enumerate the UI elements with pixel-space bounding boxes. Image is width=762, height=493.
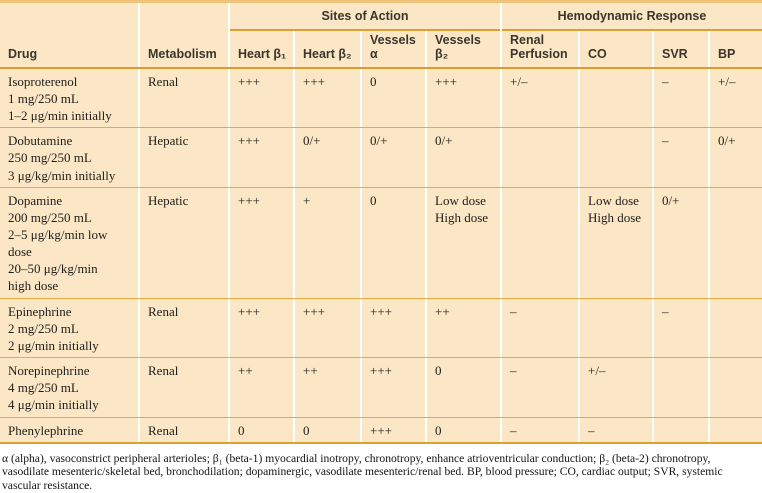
- value-cell: [140, 188, 228, 298]
- cell-line: 0/+: [435, 133, 453, 149]
- value-cell: [295, 69, 360, 127]
- value-cell: [230, 299, 293, 357]
- value-cell: [710, 69, 762, 127]
- value-cell: [362, 128, 425, 186]
- value-cell: [502, 69, 578, 127]
- table-body: [0, 69, 762, 444]
- value-cell: [654, 299, 708, 357]
- group-header-row: [0, 3, 762, 31]
- value-cell: [427, 188, 500, 298]
- value-cell: [140, 418, 228, 442]
- value-cell: [654, 128, 708, 186]
- column-header-drug: Drug: [0, 31, 138, 67]
- value-cell: [362, 358, 425, 416]
- value-cell: [502, 418, 578, 442]
- cell-line: 0/+: [662, 192, 680, 208]
- value-cell: [140, 69, 228, 127]
- value-cell: [140, 128, 228, 186]
- group-header-hemodynamic-response: Hemodynamic Response: [502, 3, 762, 31]
- cell-line: 250 mg/250 mL: [8, 150, 92, 166]
- cell-line: Renal: [148, 363, 179, 379]
- value-cell: [580, 188, 652, 298]
- cell-line: 0/+: [303, 133, 321, 149]
- cell-line: –: [662, 303, 669, 319]
- value-cell: [580, 418, 652, 442]
- cell-line: Isoproterenol: [8, 73, 78, 89]
- table-row: [0, 128, 762, 187]
- value-cell: [230, 358, 293, 416]
- cell-line: –: [588, 422, 595, 438]
- cell-line: Low dose: [588, 192, 639, 208]
- cell-line: –: [510, 422, 517, 438]
- cell-line: 0: [435, 422, 442, 438]
- cell-line: 0/+: [370, 133, 388, 149]
- column-header-heart-beta1: Heart β₁: [230, 31, 293, 67]
- cell-line: Dopamine: [8, 192, 63, 208]
- cell-line: Renal: [148, 73, 179, 89]
- column-header-renal-perfusion: Renal Perfusion: [502, 31, 578, 67]
- drug-cell: [0, 358, 138, 416]
- cell-line: Renal: [148, 422, 179, 438]
- value-cell: [654, 188, 708, 298]
- table-footnote: α (alpha), vasoconstrict peripheral arterioles; β₁ (beta-1) myocardial inotropy, chronotropy, enhance atrioventricular conduction; β₂ (beta-2) chronotropy, vasodilate mesenteric/skeletal bed, bronchodilation; dopaminergic, vasodilate mesenteric/renal bed. BP, blood pressure; CO, cardiac output; SVR, systemic vascular resistance.: [2, 451, 723, 493]
- value-cell: [295, 188, 360, 298]
- value-cell: [230, 418, 293, 442]
- value-cell: [295, 358, 360, 416]
- value-cell: [427, 128, 500, 186]
- cell-line: 2 μg/min initially: [8, 337, 99, 353]
- cell-line: +/–: [718, 73, 736, 89]
- cell-line: Low dose: [435, 192, 486, 208]
- column-header-metabolism: Metabolism: [140, 31, 228, 67]
- value-cell: [580, 69, 652, 127]
- column-header-co: CO: [580, 31, 652, 67]
- cell-line: +: [303, 192, 311, 208]
- value-cell: [710, 128, 762, 186]
- drug-cell: [0, 418, 138, 442]
- value-cell: [230, 188, 293, 298]
- cell-line: 0: [370, 192, 377, 208]
- value-cell: [502, 128, 578, 186]
- cell-line: Renal: [148, 303, 179, 319]
- value-cell: [502, 299, 578, 357]
- cell-line: Hepatic: [148, 192, 189, 208]
- value-cell: [427, 418, 500, 442]
- table-row: [0, 358, 762, 417]
- cell-line: +++: [303, 73, 325, 89]
- cell-line: +++: [370, 303, 392, 319]
- cell-line: 0: [435, 363, 442, 379]
- cell-line: 4 mg/250 mL: [8, 380, 79, 396]
- cell-line: 0: [370, 73, 377, 89]
- cell-line: 1–2 μg/min initially: [8, 108, 112, 124]
- column-header-heart-beta2: Heart β₂: [295, 31, 360, 67]
- cell-line: +++: [238, 303, 260, 319]
- value-cell: [295, 128, 360, 186]
- value-cell: [580, 128, 652, 186]
- cell-line: –: [510, 363, 517, 379]
- table-row: [0, 299, 762, 358]
- cell-line: +++: [370, 363, 392, 379]
- drug-cell: [0, 188, 138, 298]
- cell-line: Phenylephrine: [8, 422, 84, 438]
- value-cell: [427, 69, 500, 127]
- value-cell: [362, 418, 425, 442]
- cell-line: 3 μg/kg/min initially: [8, 167, 116, 183]
- value-cell: [580, 358, 652, 416]
- value-cell: [230, 69, 293, 127]
- drug-cell: [0, 299, 138, 357]
- value-cell: [654, 69, 708, 127]
- value-cell: [710, 188, 762, 298]
- column-header-vessels-beta2: Vessels β₂: [427, 31, 500, 67]
- table-row: [0, 69, 762, 128]
- value-cell: [427, 358, 500, 416]
- cell-line: Hepatic: [148, 133, 189, 149]
- cell-line: +/–: [588, 363, 606, 379]
- cell-line: ++: [435, 303, 450, 319]
- cell-line: 20–50 μg/kg/min high dose: [8, 261, 98, 294]
- value-cell: [230, 128, 293, 186]
- group-header-spacer: [140, 3, 228, 31]
- value-cell: [295, 299, 360, 357]
- group-header-spacer: [0, 3, 138, 31]
- value-cell: [140, 299, 228, 357]
- column-header-row: [0, 31, 762, 69]
- value-cell: [580, 299, 652, 357]
- column-header-bp: BP: [710, 31, 762, 67]
- cell-line: Norepinephrine: [8, 363, 90, 379]
- value-cell: [710, 358, 762, 416]
- value-cell: [502, 358, 578, 416]
- value-cell: [427, 299, 500, 357]
- cell-line: +++: [238, 192, 260, 208]
- value-cell: [710, 418, 762, 442]
- table-row: [0, 188, 762, 299]
- cell-line: +++: [435, 73, 457, 89]
- value-cell: [502, 188, 578, 298]
- cell-line: 2 mg/250 mL: [8, 320, 79, 336]
- cell-line: +++: [303, 303, 325, 319]
- column-header-svr: SVR: [654, 31, 708, 67]
- value-cell: [140, 358, 228, 416]
- cell-line: –: [662, 133, 669, 149]
- cell-line: –: [662, 73, 669, 89]
- cell-line: 200 mg/250 mL: [8, 209, 92, 225]
- cell-line: ++: [238, 363, 253, 379]
- table-row: [0, 418, 762, 444]
- group-header-sites-of-action: Sites of Action: [230, 3, 500, 31]
- cell-line: 0/+: [718, 133, 736, 149]
- cell-line: 2–5 μg/kg/min low dose: [8, 227, 108, 260]
- cell-line: ++: [303, 363, 318, 379]
- value-cell: [710, 299, 762, 357]
- cell-line: +++: [238, 133, 260, 149]
- drug-cell: [0, 128, 138, 186]
- cell-line: +/–: [510, 73, 528, 89]
- cell-line: Epinephrine: [8, 303, 72, 319]
- cell-line: +++: [370, 422, 392, 438]
- cell-line: 0: [238, 422, 245, 438]
- column-header-vessels-alpha: Vessels α: [362, 31, 425, 67]
- cell-line: +++: [238, 73, 260, 89]
- cell-line: 1 mg/250 mL: [8, 90, 79, 106]
- cell-line: 4 μg/min initially: [8, 397, 99, 413]
- value-cell: [362, 188, 425, 298]
- value-cell: [295, 418, 360, 442]
- value-cell: [362, 299, 425, 357]
- cell-line: Dobutamine: [8, 133, 73, 149]
- cell-line: High dose: [588, 209, 642, 225]
- cell-line: 0: [303, 422, 310, 438]
- cell-line: –: [510, 303, 517, 319]
- cell-line: High dose: [435, 209, 489, 225]
- value-cell: [362, 69, 425, 127]
- value-cell: [654, 418, 708, 442]
- drug-cell: [0, 69, 138, 127]
- value-cell: [654, 358, 708, 416]
